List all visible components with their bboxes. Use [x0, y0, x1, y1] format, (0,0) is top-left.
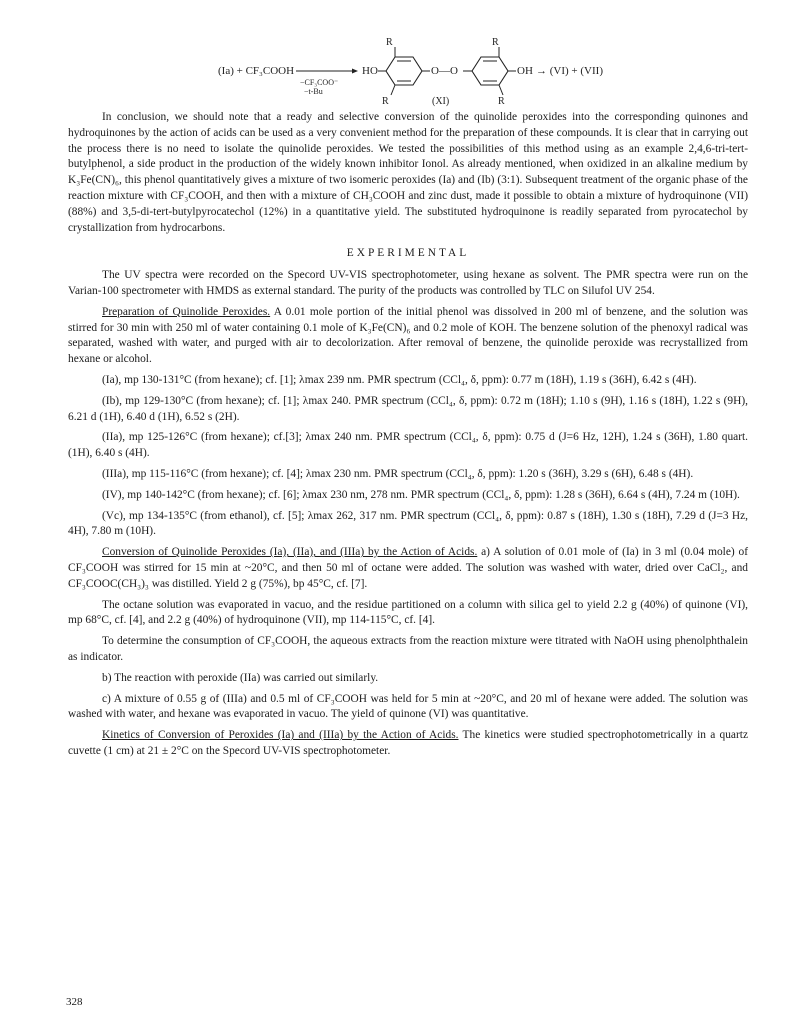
section-heading-experimental: EXPERIMENTAL: [346, 247, 470, 260]
compound-vc-data: (Vc), mp 134-135°C (from ethanol), cf. [5]; λmax 262, 317 nm. PMR spectrum (CCl₄, δ, ppm): 0.87 s (18H), 1.30 s (18H), 7.29 d (J=3 Hz, 4H), 7.80 m (10H).: [68, 509, 748, 538]
peroxide-bridge: O—O: [431, 65, 458, 77]
conclusion-paragraph: In conclusion, we should note that a ready and selective conversion of the quinolide peroxides into the corresponding quinones and hydroquinones by the action of acids can be used as a very convenient method for the preparation of these compounds. It is clear that in carrying out the process there is no need to isolate the quinolide peroxides. We tested the possibilities of this method using as an example 2,4,6-tri-tert-butylphenol, a side product in the production of the widely known inhibitor Ionol. As already mentioned, when oxidized in an alkaline medium by K₃Fe(CN)₆, this phenol quantitatively gives a mixture of two isomeric peroxides (Ia) and (Ib) (3:1). Subsequent treatment of the organic phase of the reaction mixture with CF₃COOH, and then with a mixture of CH₃COOH and zinc dust, made it possible to obtain a mixture of hydroquinone (VII) (88%) and 3,5-di-tert-butylpyrocatechol (12%) in a quantitative yield. The substituted hydroquinone is readily separated from pyrocatechol by crystallization from hydrocarbons.: [68, 111, 748, 234]
reaction-arrowhead: [352, 69, 358, 74]
compound-iiia-data: (IIIa), mp 115-116°C (from hexane); cf. [4]; λmax 230 nm. PMR spectrum (CCl₄, δ, ppm): 1.20 s (36H), 3.29 s (6H), 6.48 s (4H).: [102, 467, 694, 480]
article-body: [68, 110, 748, 765]
substituent-r-bottom-left: R: [382, 96, 389, 107]
preparation-paragraph: [68, 305, 748, 368]
reaction-scheme-svg: [0, 0, 807, 112]
compound-label: (XI): [432, 96, 450, 107]
spectra-paragraph: The UV spectra were recorded on the Specord UV-VIS spectrophotometer, using hexane as solvent. The PMR spectra were run on the Varian-100 spectrometer with HMDS as external standard. The purity of the products was controlled by TLC on Silufol UV 254.: [68, 269, 748, 297]
kinetics-paragraph: [68, 728, 748, 760]
conversion-subheading: Conversion of Quinolide Peroxides (Ia), (IIa), and (IIIa) by the Action of Acids.: [102, 546, 478, 559]
conversion-text: a) A solution of 0.01 mole of (Ia) in 3 ml (0.04 mole) of CF₃COOH was stirred for 15 min at ~20°C, and then 50 ml of octane were added. The solution was washed with water, dried over CaCl₂, and CF₃COOC(CH₃)₃ was distilled. Yield 2 g (75%), bp 45°C, cf. [7].: [68, 546, 748, 590]
compound-ib-data: (Ib), mp 129-130°C (from hexane); cf. [1]; λmax 240. PMR spectrum (CCl₄, δ, ppm): 0.72 m (18H); 1.10 s (9H), 1.16 s (18H), 1.22 s (9H), 6.21 d (1H), 6.40 d (1H), 6.52 s (2H).: [68, 394, 748, 423]
octane-paragraph: The octane solution was evaporated in vacuo, and the residue partitioned on a column with silica gel to yield 2.2 g (40%) of quinone (VI), mp 68°C, cf. [4], and 2.2 g (40%) of hydroquinone (VII), mp 114-115°C, cf. [4].: [68, 598, 748, 627]
compound-iia-data: (IIa), mp 125-126°C (from hexane); cf.[3]; λmax 240 nm. PMR spectrum (CCl₄, δ, ppm): 0.75 d (J=6 Hz, 12H), 1.24 s (36H), 1.80 quart. (1H), 6.40 s (4H).: [68, 431, 748, 460]
scheme-reactants: (Ia) + CF₃COOH: [218, 65, 295, 77]
reaction-c-paragraph: c) A mixture of 0.55 g of (IIIa) and 0.5 ml of CF₃COOH was held for 5 min at ~20°C, and 20 ml of hexane were added. The solution was washed with water, and hexane was evaporated in vacuo. The yield of quinone (VI) was quantitative.: [68, 692, 748, 721]
substituent-r-bottom-right: R: [498, 96, 505, 107]
arrow-byproduct-1: −CF₃COO⁻: [300, 78, 339, 87]
arrow-byproduct-2: −t-Bu: [304, 87, 323, 96]
preparation-text: A 0.01 mole portion of the initial phenol was dissolved in 200 ml of benzene, and the solution was stirred for 30 min with 250 ml of water containing 0.1 mole of K₃Fe(CN)₆ and 0.2 mole of KOH. The benzene solution of the phenoxyl radical was separated, washed with water, and purged with air to decolorization. After removal of benzene, the quinolide peroxide was recrystallized from hexane or alcohol.: [68, 305, 748, 366]
substituent-r-top-left: R: [386, 37, 393, 48]
scheme-oh-label: OH: [517, 65, 533, 77]
scheme-products: → (VI) + (VII): [536, 65, 603, 77]
compound-iv-data: (IV), mp 140-142°C (from hexane); cf. [6]; λmax 230 nm, 278 nm. PMR spectrum (CCl₄, δ, ppm): 1.28 s (36H), 6.64 s (4H), 7.24 m (10H).: [102, 488, 740, 501]
page-number: 328: [66, 996, 83, 1008]
scheme-ho-label: HO: [362, 65, 378, 77]
kinetics-text: The kinetics were studied spectrophotometrically in a quartz cuvette (1 cm) at 21 ± 2°C on the Specord UV-VIS spectrophotometer.: [68, 729, 748, 757]
reaction-scheme: [0, 0, 807, 112]
preparation-subheading: Preparation of Quinolide Peroxides.: [102, 305, 271, 318]
conversion-paragraph: [68, 545, 748, 592]
compound-ia-data: (Ia), mp 130-131°C (from hexane); cf. [1]; λmax 239 nm. PMR spectrum (CCl₄, δ, ppm): 0.77 m (18H), 1.19 s (36H), 6.42 s (4H).: [102, 373, 697, 386]
reaction-b-paragraph: b) The reaction with peroxide (IIa) was carried out similarly.: [102, 671, 379, 684]
titration-paragraph: To determine the consumption of CF₃COOH, the aqueous extracts from the reaction mixture were titrated with NaOH using phenolphthalein as indicator.: [68, 635, 748, 663]
substituent-r-top-right: R: [492, 37, 499, 48]
kinetics-subheading: Kinetics of Conversion of Peroxides (Ia) and (IIIa) by the Action of Acids.: [102, 729, 459, 742]
